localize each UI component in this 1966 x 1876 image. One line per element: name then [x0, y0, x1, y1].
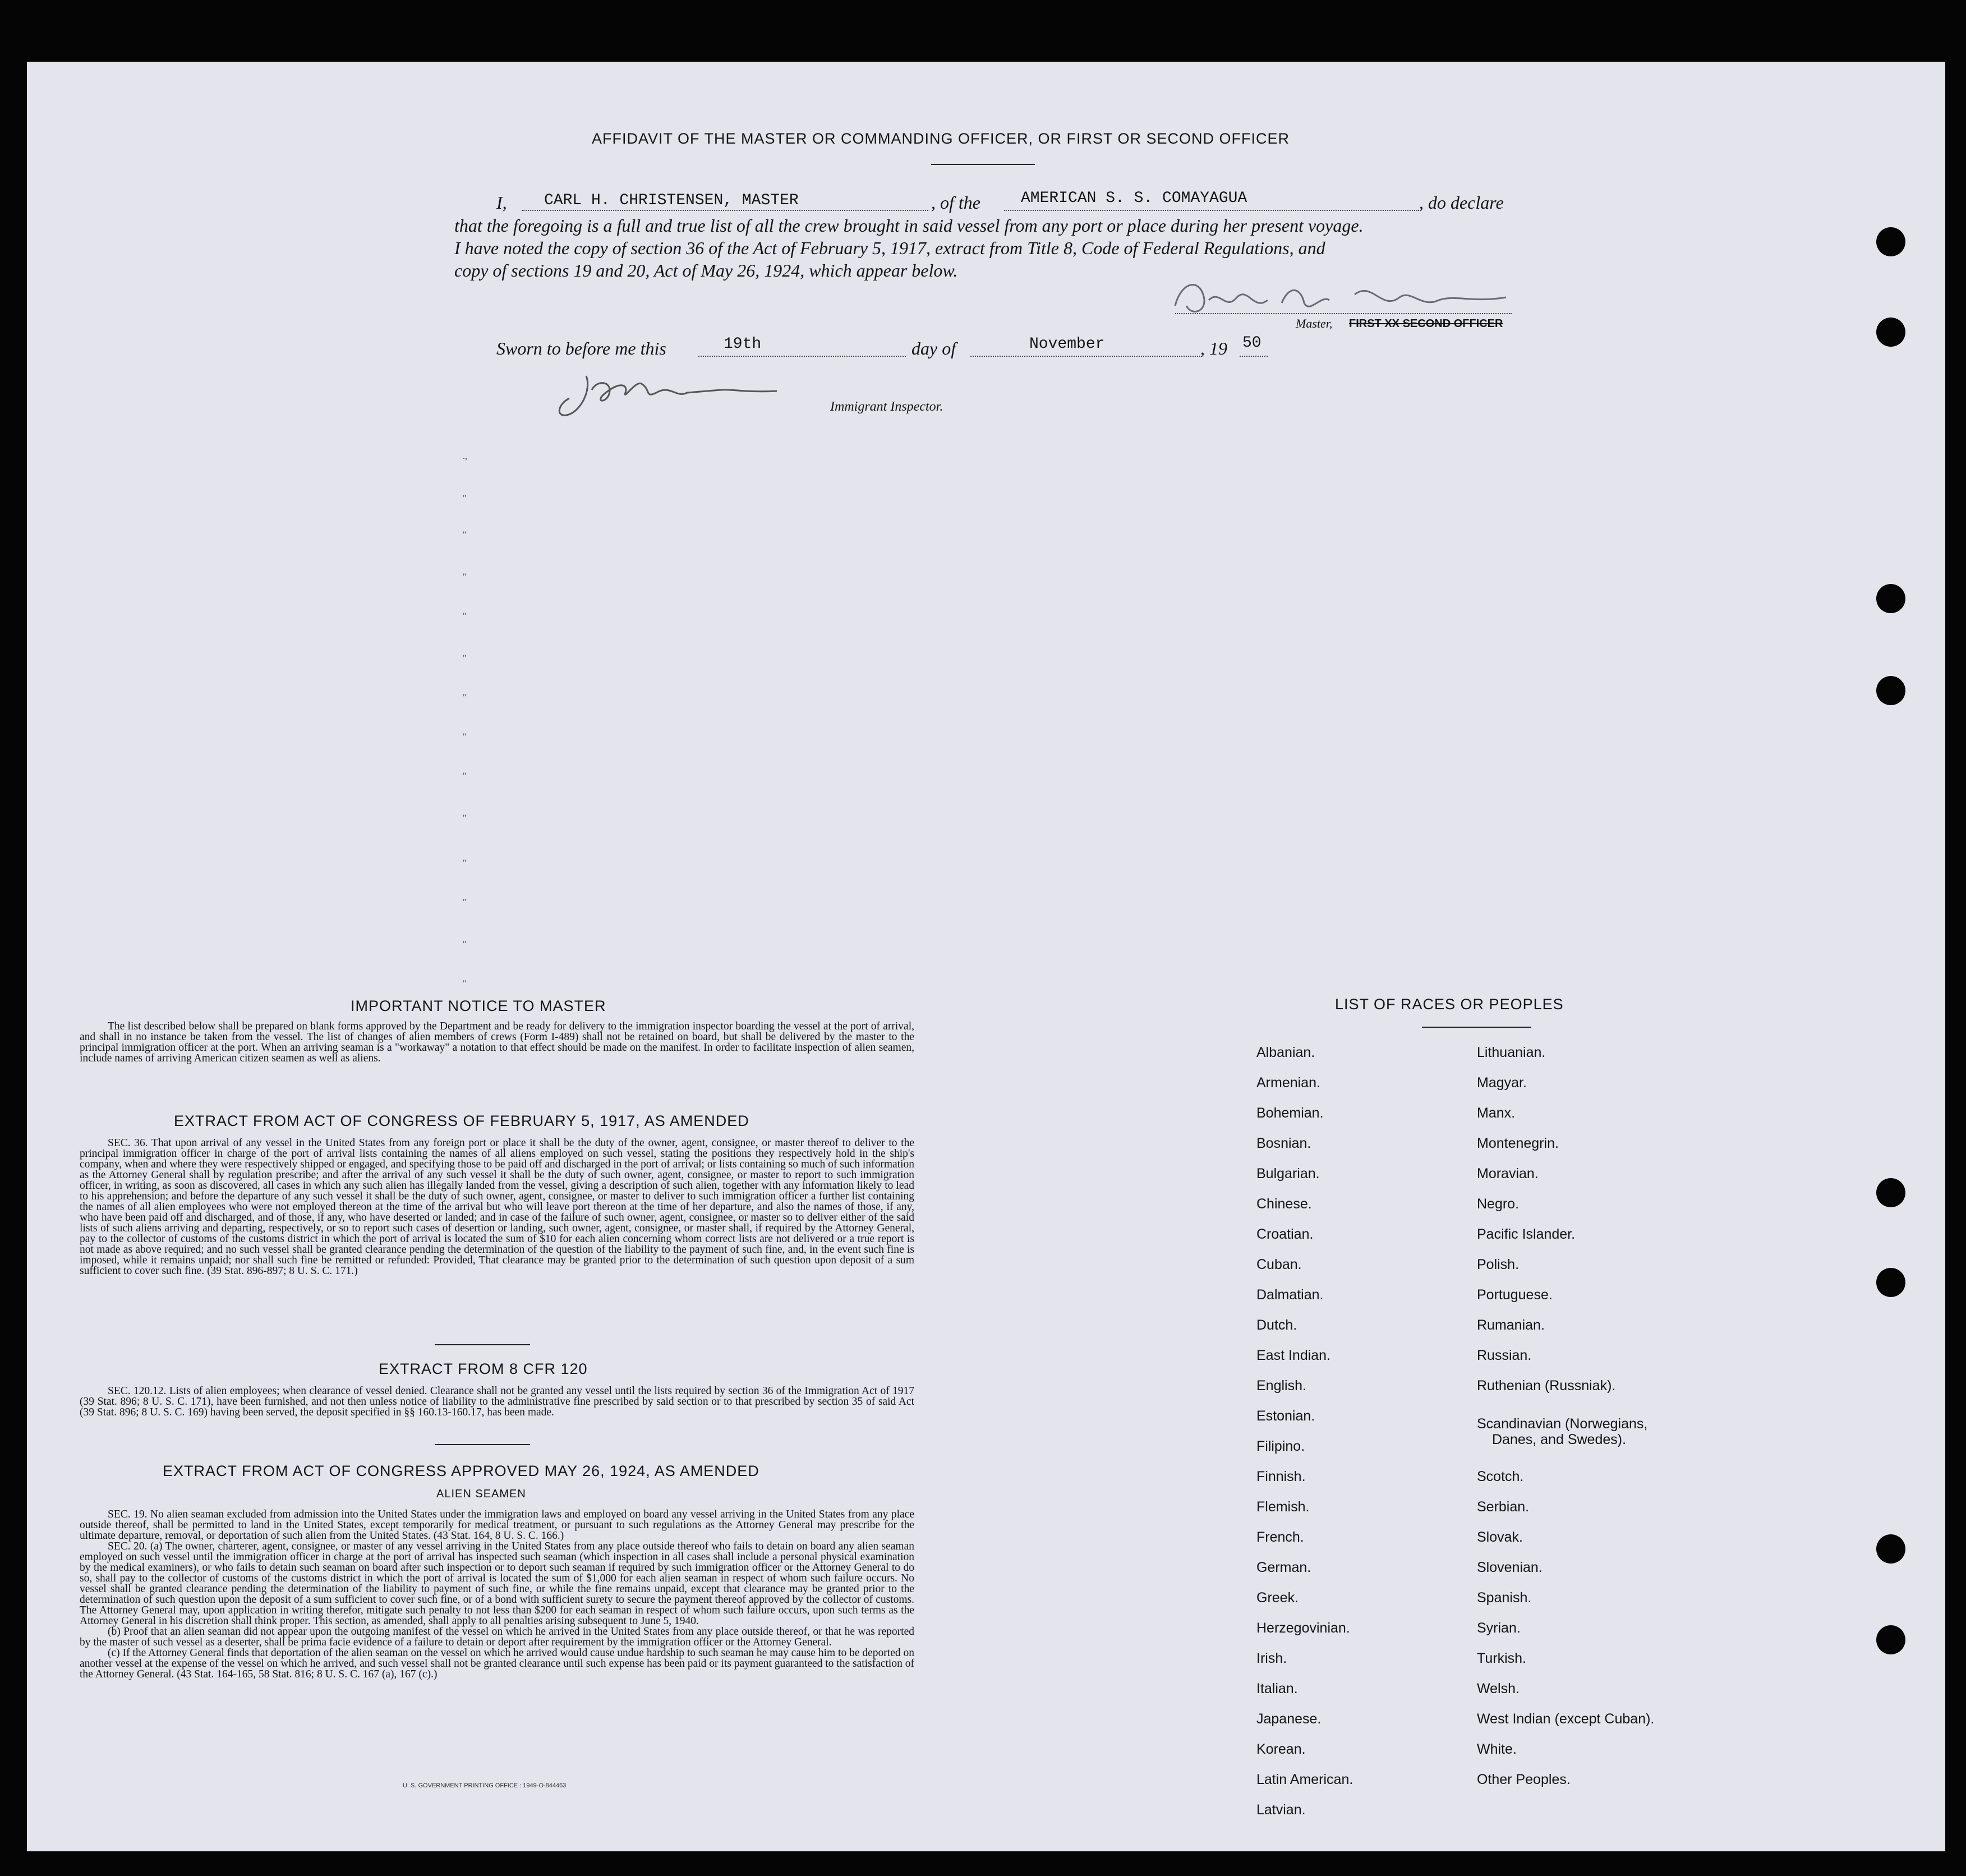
punch-hole [1876, 318, 1905, 347]
notice-title: IMPORTANT NOTICE TO MASTER [351, 997, 606, 1014]
margin-mark: " [463, 732, 467, 742]
margin-mark: " [463, 494, 467, 503]
master-label: Master, [1296, 316, 1333, 330]
punch-hole [1876, 676, 1905, 705]
race-item: Italian. [1256, 1681, 1298, 1696]
margin-mark: " [463, 572, 467, 582]
punch-hole [1876, 1625, 1905, 1654]
affidavit-line-3: I have noted the copy of section 36 of the Act of February 5, 1917, extract from Title 8, Code of Federal Regulations, and [454, 238, 1325, 258]
master-name: CARL H. CHRISTENSEN, MASTER [544, 192, 799, 209]
punch-hole [1876, 1178, 1905, 1207]
section-rule [435, 1344, 530, 1345]
race-item: Bosnian. [1256, 1135, 1311, 1151]
race-item: Bohemian. [1256, 1105, 1324, 1121]
margin-mark: " [463, 654, 467, 663]
race-item: Other Peoples. [1477, 1772, 1571, 1787]
race-item: Scotch. [1477, 1469, 1524, 1484]
title-rule [931, 164, 1035, 165]
race-item: Dutch. [1256, 1317, 1297, 1333]
extract-cfr-title: EXTRACT FROM 8 CFR 120 [379, 1360, 588, 1377]
section-20a-text: SEC. 20. (a) The owner, charterer, agent, consignee, or master of any vessel arriving in the United States from any place outside thereof who fails to detain on board any alien seaman employed on such vessel until the immigration officer in charge at the port of arrival has inspected such seaman (which inspection in all cases shall include a personal physical examination by the medical examiners), or who fails to detain such seaman on board after such inspection or to deport such seaman if required by such immigration officer or the Attorney General to do so, shall pay to the collector of customs of the customs district in which the port of arrival is located the sum of $1,000 for each alien seaman in respect of whom such failure occurs. No vessel shall be granted clearance pending the determination of the liability to payment of such fine, or while the fine remains unpaid, except that clearance may be granted prior to the determination of such question upon the deposit of a sum sufficient to cover such fine, or of a bond with sufficient surety to secure the payment thereof approved by the collector of customs. The Attorney General may, upon application in writing therefor, mitigate such penalty to not less than $200 for each seaman in respect of whom such failure occurs, upon such terms as the Attorney General in his discretion shall think proper. This section, as amended, shall apply to all penalties arising subsequent to June 5, 1940. [80, 1541, 914, 1627]
extract-1924-title: EXTRACT FROM ACT OF CONGRESS APPROVED MAY 26, 1924, AS AMENDED [163, 1463, 759, 1479]
margin-mark: " [463, 530, 467, 540]
margin-mark: " [463, 771, 467, 781]
margin-mark: " [463, 898, 467, 907]
race-item: Negro. [1477, 1196, 1520, 1212]
vessel-name: AMERICAN S. S. COMAYAGUA [1021, 190, 1247, 207]
margin-mark: " [463, 979, 467, 988]
race-item: Japanese. [1256, 1711, 1322, 1727]
punch-hole [1876, 227, 1905, 256]
race-item: Scandinavian (Norwegians, [1477, 1416, 1648, 1432]
race-item: Ruthenian (Russniak). [1477, 1378, 1616, 1394]
race-item: Latvian. [1256, 1802, 1306, 1818]
margin-mark: " [463, 858, 467, 868]
races-title: LIST OF RACES OR PEOPLES [1335, 996, 1564, 1013]
extract-1917-text: SEC. 36. That upon arrival of any vessel in the United States from any foreign port or place it shall be the duty of the owner, agent, consignee, or master thereof to deliver to the principal immigration officer in charge of the port of arrival lists containing the names of all aliens employed on such vessel, stating the positions they respectively hold in the ship's company, when and where they were respectively shipped or engaged, and specifying those to be paid off and discharged in the port of arrival; or lists containing so much of such information as the Attorney General shall by regulation prescribe; and after the arrival of any such vessel it shall be the duty of such owner, agent, consignee, or master to report to such immigration officer, in writing, as soon as discovered, all cases in which any such alien has illegally landed from the vessel, giving a description of such alien, together with any information likely to lead to his apprehension; and before the departure of any such vessel it shall be the duty of such owner, agent, consignee, or master to deliver to such immigration officer a further list containing the names of all alien employees who were not employed thereon at the time of the arrival but who will leave port thereon at the time of her departure, and also the names of those, if any, who have been paid off and discharged, and of those, if any, who have deserted or landed; and in case of the failure of such owner, agent, consignee, or master so to deliver either of the said lists of such aliens arriving and departing, respectively, or so to report such cases of desertion or landing, such owner, agent, consignee, or master shall, if required by the Attorney General, pay to the collector of customs of the customs district in which the port of arrival is located the sum of $10 for each alien concerning whom correct lists are not delivered or a true report is not made as above required; and no such vessel shall be granted clearance pending the determination of the question of the liability to the payment of such fine, and, in the event such fine is imposed, while it remains unpaid; nor shall such fine be remitted or refunded: Provided, That clearance may be granted prior to the determination of such question upon deposit of a sum sufficient to cover such fine. (39 Stat. 896-897; 8 U. S. C. 171.) [80, 1137, 914, 1277]
of-the-text: , of the [931, 192, 980, 213]
race-item: Moravian. [1477, 1166, 1539, 1181]
margin-mark: " [463, 611, 467, 621]
punch-hole [1876, 1268, 1905, 1297]
race-item: Pacific Islander. [1477, 1226, 1576, 1242]
race-item: Serbian. [1477, 1499, 1530, 1515]
sworn-month: November [1029, 335, 1105, 353]
master-signature-line [1175, 313, 1512, 314]
day-line [698, 356, 906, 357]
struck-officer-label: FIRST XX SECOND OFFICER [1349, 318, 1503, 330]
race-item: Flemish. [1256, 1499, 1310, 1515]
affidavit-line-2: that the foregoing is a full and true list of all the crew brought in said vessel from any port or place during her present voyage. [454, 215, 1364, 236]
notice-text: The list described below shall be prepared on blank forms approved by the Department and be ready for delivery to the immigration inspector boarding the vessel at the port of arrival, and shall in no instance be taken from the vessel. The list of changes of alien members of crews (Form I-489) shall not be retained on board, but shall be delivered by the master to the principal immigration officer at the port. When an arriving seaman is a "workaway" a notation to that effect should be made on the manifest. In order to facilitate inspection of alien seamen, include names of arriving American citizen seamen as well as aliens. [80, 1020, 914, 1064]
section-rule [435, 1444, 530, 1445]
race-item: Danes, and Swedes). [1492, 1432, 1627, 1447]
race-item: French. [1256, 1529, 1304, 1545]
margin-mark: ., [463, 452, 467, 461]
race-item: Armenian. [1256, 1075, 1320, 1091]
race-item: Syrian. [1477, 1620, 1521, 1636]
race-item: Greek. [1256, 1590, 1299, 1606]
do-declare-text: , do declare [1419, 192, 1504, 213]
year-line [1240, 356, 1268, 357]
year-suffix: 50 [1242, 334, 1261, 352]
master-signature [1170, 272, 1517, 323]
name-line [522, 210, 928, 211]
affidavit-line-4: copy of sections 19 and 20, Act of May 26, 1924, which appear below. [454, 260, 958, 281]
margin-mark: " [463, 940, 467, 949]
day-of-label: day of [911, 338, 956, 358]
race-item: Turkish. [1477, 1650, 1526, 1666]
margin-mark: " [463, 693, 467, 702]
race-item: Lithuanian. [1477, 1045, 1546, 1060]
race-item: Montenegrin. [1477, 1135, 1559, 1151]
race-item: White. [1477, 1741, 1517, 1757]
extract-cfr-text: SEC. 120.12. Lists of alien employees; when clearance of vessel denied. Clearance shall not be granted any vessel until the lists required by section 36 of the Immigration Act of 1917 (39 Stat. 896; 8 U. S. C. 171), have been furnished, and not then unless notice of liability to the administrative fine prescribed by said section or to that prescribed by section 35 of said Act (39 Stat. 896; 8 U. S. C. 169) having been served, the deposit specified in §§ 160.13-160.17, has been made. [80, 1385, 914, 1418]
alien-seamen-subtitle: ALIEN SEAMEN [436, 1488, 526, 1500]
races-rule [1422, 1027, 1531, 1028]
extract-1924-body [80, 1509, 914, 1680]
race-item: Magyar. [1477, 1075, 1527, 1091]
sworn-day: 19th [724, 335, 762, 353]
section-19-text: SEC. 19. No alien seaman excluded from admission into the United States under the immigration laws and employed on board any vessel arriving in the United States from any place outside thereof, shall be permitted to land in the United States, except temporarily for medical treatment, or pursuant to such regulations as the Attorney General may prescribe for the ultimate departure, removal, or deportation of such alien from the United States. (43 Stat. 164, 8 U. S. C. 166.) [80, 1509, 914, 1542]
race-item: Estonian. [1256, 1408, 1315, 1424]
race-item: Finnish. [1256, 1469, 1306, 1484]
race-item: Spanish. [1477, 1590, 1532, 1606]
race-item: Manx. [1477, 1105, 1516, 1121]
race-item: Bulgarian. [1256, 1166, 1320, 1181]
section-20b-text: (b) Proof that an alien seaman did not appear upon the outgoing manifest of the vessel on which he arrived in the United States from any place outside thereof, or that he was reported by the master of such vessel as a deserter, shall be prima facie evidence of a failure to detain or deport after requirement by the immigration officer or the Attorney General. [80, 1626, 914, 1648]
race-item: Welsh. [1477, 1681, 1520, 1696]
punch-hole [1876, 584, 1905, 613]
vessel-line [1004, 210, 1419, 211]
printer-imprint: U. S. GOVERNMENT PRINTING OFFICE : 1949-O-844463 [403, 1782, 567, 1789]
margin-mark: " [463, 813, 467, 823]
race-item: Dalmatian. [1256, 1287, 1324, 1303]
race-item: Latin American. [1256, 1772, 1353, 1787]
race-item: Korean. [1256, 1741, 1306, 1757]
race-item: East Indian. [1256, 1348, 1331, 1363]
year-prefix: , 19 [1200, 338, 1227, 358]
punch-hole [1876, 1534, 1905, 1564]
race-item: Cuban. [1256, 1257, 1302, 1272]
race-item: Polish. [1477, 1257, 1520, 1272]
section-20c-text: (c) If the Attorney General finds that deportation of the alien seaman on the vessel on which he arrived would cause undue hardship to such seaman he may cause him to be deported on another vessel at the expense of the vessel on which he arrived, and such vessel shall not be granted clearance until such expense has been paid or its payment guaranteed to the satisfaction of the Attorney General. (43 Stat. 164-165, 58 Stat. 816; 8 U. S. C. 167 (a), 167 (c).) [80, 1647, 914, 1680]
race-item: Croatian. [1256, 1226, 1314, 1242]
inspector-label: Immigrant Inspector. [830, 399, 943, 414]
race-item: Irish. [1256, 1650, 1287, 1666]
race-item: Rumanian. [1477, 1317, 1545, 1333]
race-item: Albanian. [1256, 1045, 1315, 1060]
race-item: Russian. [1477, 1348, 1532, 1363]
affidavit-title: AFFIDAVIT OF THE MASTER OR COMMANDING OFFICER, OR FIRST OR SECOND OFFICER [592, 130, 1290, 147]
race-item: English. [1256, 1378, 1306, 1394]
sworn-label: Sworn to before me this [496, 338, 666, 358]
race-item: Filipino. [1256, 1438, 1305, 1454]
race-item: German. [1256, 1560, 1311, 1575]
race-item: West Indian (except Cuban). [1477, 1711, 1655, 1727]
race-item: Slovenian. [1477, 1560, 1543, 1575]
race-item: Portuguese. [1477, 1287, 1553, 1303]
race-item: Slovak. [1477, 1529, 1523, 1545]
month-line [970, 356, 1200, 357]
extract-1917-title: EXTRACT FROM ACT OF CONGRESS OF FEBRUARY 5, 1917, AS AMENDED [174, 1112, 749, 1129]
intro-text: I, [496, 192, 507, 213]
race-item: Herzegovinian. [1256, 1620, 1350, 1636]
inspector-signature [552, 367, 788, 424]
race-item: Chinese. [1256, 1196, 1312, 1212]
